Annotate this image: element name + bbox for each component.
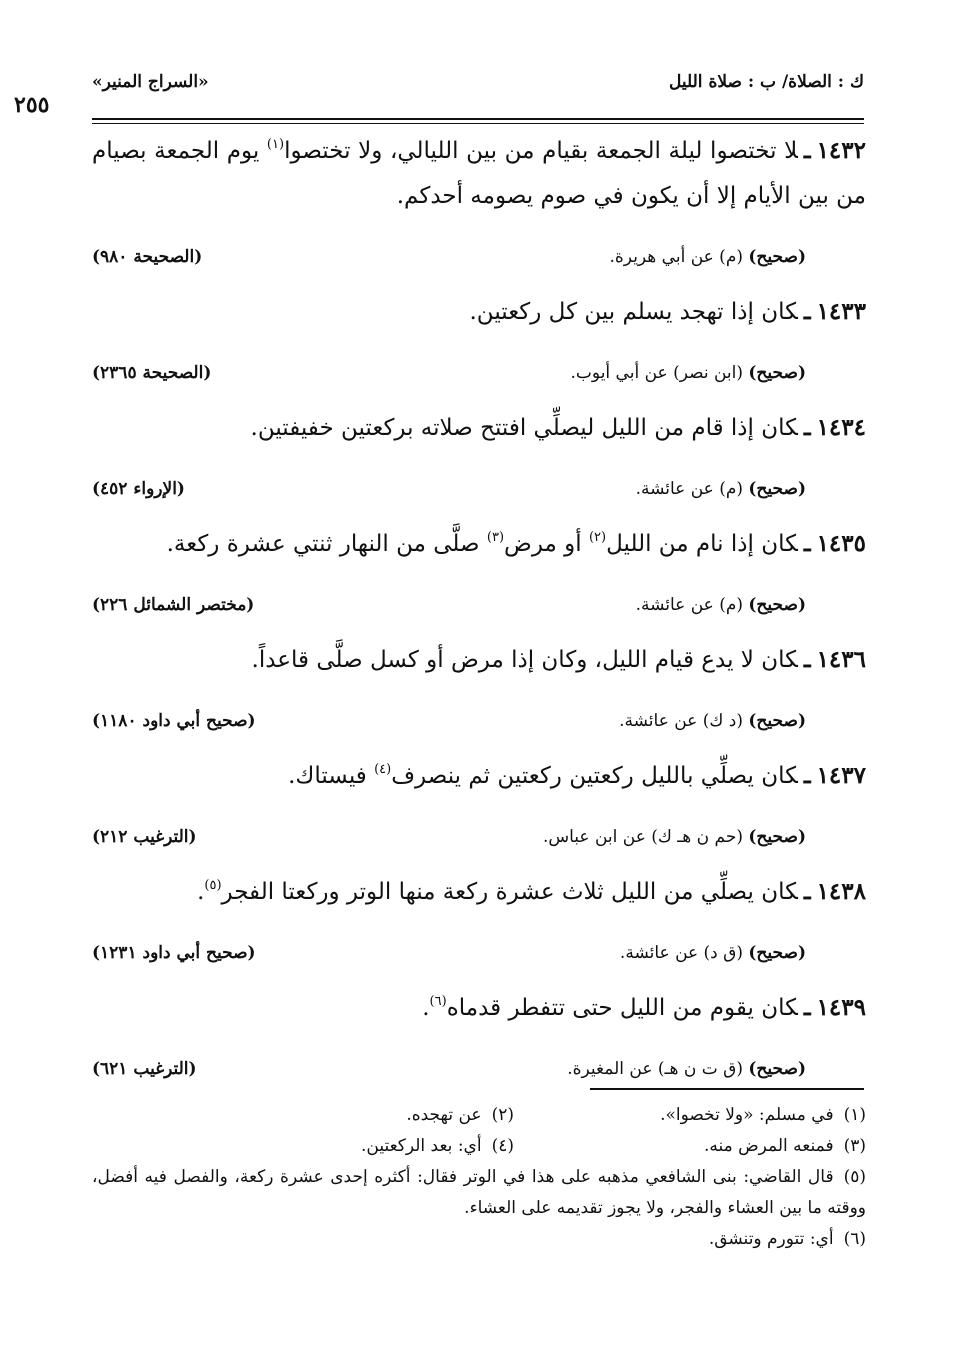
hadith-number: ١٤٣٣ — [816, 298, 866, 325]
hadith-entry — [92, 985, 866, 1101]
hadith-source-line — [92, 701, 866, 753]
header-divider — [92, 118, 864, 124]
hadith-body: يوم الجمعة بصيام من بين الأيام إلا أن يكون في صوم يصومه أحدكم. — [92, 138, 866, 209]
hadith-body: كان إذا تهجد يسلم بين كل ركعتين. — [469, 299, 798, 325]
grade-label: (صحيح) — [748, 479, 806, 499]
hadith-entry — [92, 521, 866, 637]
hadith-body: كان يصلِّي من الليل ثلاث عشرة ركعة منها الوتر وركعتا الفجر — [221, 879, 798, 905]
hadith-body: . — [197, 879, 205, 905]
narration-source: (ق د) عن عائشة. — [619, 943, 743, 963]
hadith-reference: (صحيح أبي داود ١١٨٠) — [92, 711, 256, 731]
hadith-number: ١٤٣٨ — [816, 878, 866, 905]
footnotes — [92, 1100, 866, 1255]
running-header — [92, 72, 864, 96]
narration-source: (م) عن عائشة. — [635, 479, 743, 499]
hadith-body: كان إذا قام من الليل ليصلِّي افتتح صلاته بركعتين خفيفتين. — [250, 415, 798, 441]
footnote-text: عن تهجده. — [406, 1105, 482, 1125]
hadith-source-line — [92, 1049, 866, 1101]
footnote-marker: (٣) — [486, 530, 505, 545]
hadith-dash: ـ — [803, 298, 811, 325]
hadith-dash: ـ — [803, 878, 811, 905]
hadith-body: كان يصلِّي بالليل ركعتين ركعتين ثم ينصرف — [391, 763, 798, 789]
hadith-reference: (الترغيب ٦٢١) — [92, 1059, 197, 1079]
footnote-text: أي: بعد الركعتين. — [360, 1136, 482, 1156]
footnote-number: (٦) — [843, 1229, 866, 1249]
hadith-body: كان إذا نام من الليل — [606, 531, 798, 557]
hadith-grade — [543, 827, 806, 847]
hadith-text — [92, 289, 866, 335]
footnote-5 — [92, 1162, 866, 1224]
hadith-grade — [636, 479, 806, 499]
hadith-grade — [610, 247, 807, 267]
hadith-grade — [620, 943, 806, 963]
narration-source: (حم ن هـ ك) عن ابن عباس. — [542, 827, 743, 847]
narration-source: (م) عن عائشة. — [635, 595, 743, 615]
hadith-dash: ـ — [803, 530, 811, 557]
hadith-entry — [92, 753, 866, 869]
hadith-number: ١٤٣٤ — [816, 414, 866, 441]
footnote-number: (١) — [843, 1105, 866, 1125]
hadith-grade — [571, 363, 807, 383]
footnote-6 — [92, 1224, 866, 1255]
hadith-number: ١٤٣٧ — [816, 762, 866, 789]
grade-label: (صحيح) — [748, 595, 806, 615]
hadith-body: كان لا يدع قيام الليل، وكان إذا مرض أو كسل صلَّى قاعداً. — [251, 647, 798, 673]
hadith-text — [92, 521, 866, 567]
hadith-body: لا تختصوا ليلة الجمعة بقيام من بين الليالي، ولا تختصوا — [284, 138, 798, 164]
footnote-3 — [704, 1131, 866, 1162]
hadith-body: أو مرض — [504, 531, 589, 557]
hadith-grade — [567, 1059, 806, 1079]
footnote-marker: (٥) — [204, 878, 222, 893]
footnote-1 — [660, 1100, 866, 1131]
footnote-number: (٢) — [491, 1105, 514, 1125]
hadith-source-line — [92, 817, 866, 869]
hadith-source-line — [92, 933, 866, 985]
hadith-number: ١٤٣٩ — [816, 994, 866, 1021]
hadith-entry — [92, 869, 866, 985]
grade-label: (صحيح) — [748, 827, 806, 847]
hadith-grade — [619, 711, 806, 731]
hadith-reference: (الإرواء ٤٥٢) — [92, 479, 185, 499]
hadith-text — [92, 753, 866, 799]
grade-label: (صحيح) — [748, 1059, 806, 1079]
hadith-reference: (صحيح أبي داود ١٢٣١) — [92, 943, 256, 963]
hadith-list — [92, 128, 866, 1101]
hadith-number: ١٤٣٥ — [816, 530, 866, 557]
hadith-source-line — [92, 469, 866, 521]
footnote-marker: (١) — [266, 137, 285, 152]
footnote-row — [92, 1100, 866, 1131]
narration-source: (م) عن أبي هريرة. — [609, 247, 743, 267]
book-title: «السراج المنير» — [92, 72, 209, 92]
footnote-marker: (٤) — [374, 762, 392, 777]
hadith-entry — [92, 637, 866, 753]
hadith-source-line — [92, 237, 866, 289]
hadith-reference: (الترغيب ٢١٢) — [92, 827, 197, 847]
hadith-text — [92, 637, 866, 683]
hadith-text — [92, 128, 866, 219]
hadith-dash: ـ — [803, 646, 811, 673]
hadith-entry — [92, 128, 866, 289]
page-number: ٢٥٥ — [14, 92, 50, 118]
hadith-body: صلَّى من النهار ثنتي عشرة ركعة. — [166, 531, 487, 557]
footnote-number: (٣) — [843, 1136, 866, 1156]
narration-source: (ابن نصر) عن أبي أيوب. — [570, 363, 743, 383]
grade-label: (صحيح) — [748, 711, 806, 731]
hadith-body: فيستاك. — [288, 763, 375, 789]
hadith-body: . — [422, 995, 430, 1021]
hadith-dash: ـ — [803, 414, 811, 441]
hadith-entry — [92, 289, 866, 405]
footnote-marker: (٦) — [429, 994, 447, 1009]
grade-label: (صحيح) — [748, 247, 806, 267]
footnote-2 — [406, 1100, 514, 1131]
hadith-text — [92, 985, 866, 1031]
hadith-text — [92, 405, 866, 451]
hadith-number: ١٤٣٦ — [816, 646, 866, 673]
footnote-number: (٤) — [491, 1136, 514, 1156]
footnote-text: أي: تتورم وتنشق. — [708, 1229, 834, 1249]
hadith-number: ١٤٣٢ — [816, 137, 866, 164]
footnote-row — [92, 1131, 866, 1162]
hadith-dash: ـ — [803, 994, 811, 1021]
hadith-text — [92, 869, 866, 915]
footnote-text: في مسلم: «ولا تخصوا». — [660, 1105, 834, 1125]
grade-label: (صحيح) — [748, 363, 806, 383]
hadith-dash: ـ — [803, 762, 811, 789]
hadith-dash: ـ — [803, 137, 811, 164]
hadith-reference: (مختصر الشمائل ٢٢٦) — [92, 595, 255, 615]
hadith-grade — [636, 595, 806, 615]
narration-source: (ق ت ن هـ) عن المغيرة. — [567, 1059, 743, 1079]
footnote-marker: (٢) — [588, 530, 607, 545]
hadith-body: كان يقوم من الليل حتى تتفطر قدماه — [446, 995, 798, 1021]
narration-source: (د ك) عن عائشة. — [619, 711, 743, 731]
chapter-title: ك : الصلاة/ ب : صلاة الليل — [668, 72, 864, 92]
hadith-entry — [92, 405, 866, 521]
grade-label: (صحيح) — [748, 943, 806, 963]
footnote-text: قال القاضي: بنى الشافعي مذهبه على هذا في الوتر فقال: أكثره إحدى عشرة ركعة، والفصل فيه أفضل، ووقته ما بين العشاء والفجر، ولا يجوز تقديمه على العشاء. — [92, 1167, 866, 1218]
hadith-source-line — [92, 585, 866, 637]
hadith-source-line — [92, 353, 866, 405]
hadith-reference: (الصحيحة ٢٣٦٥) — [92, 363, 212, 383]
footnote-divider — [590, 1088, 864, 1090]
footnote-4 — [361, 1131, 514, 1162]
hadith-reference: (الصحيحة ٩٨٠) — [92, 247, 203, 267]
footnote-number: (٥) — [843, 1167, 866, 1187]
footnote-text: فمنعه المرض منه. — [703, 1136, 834, 1156]
